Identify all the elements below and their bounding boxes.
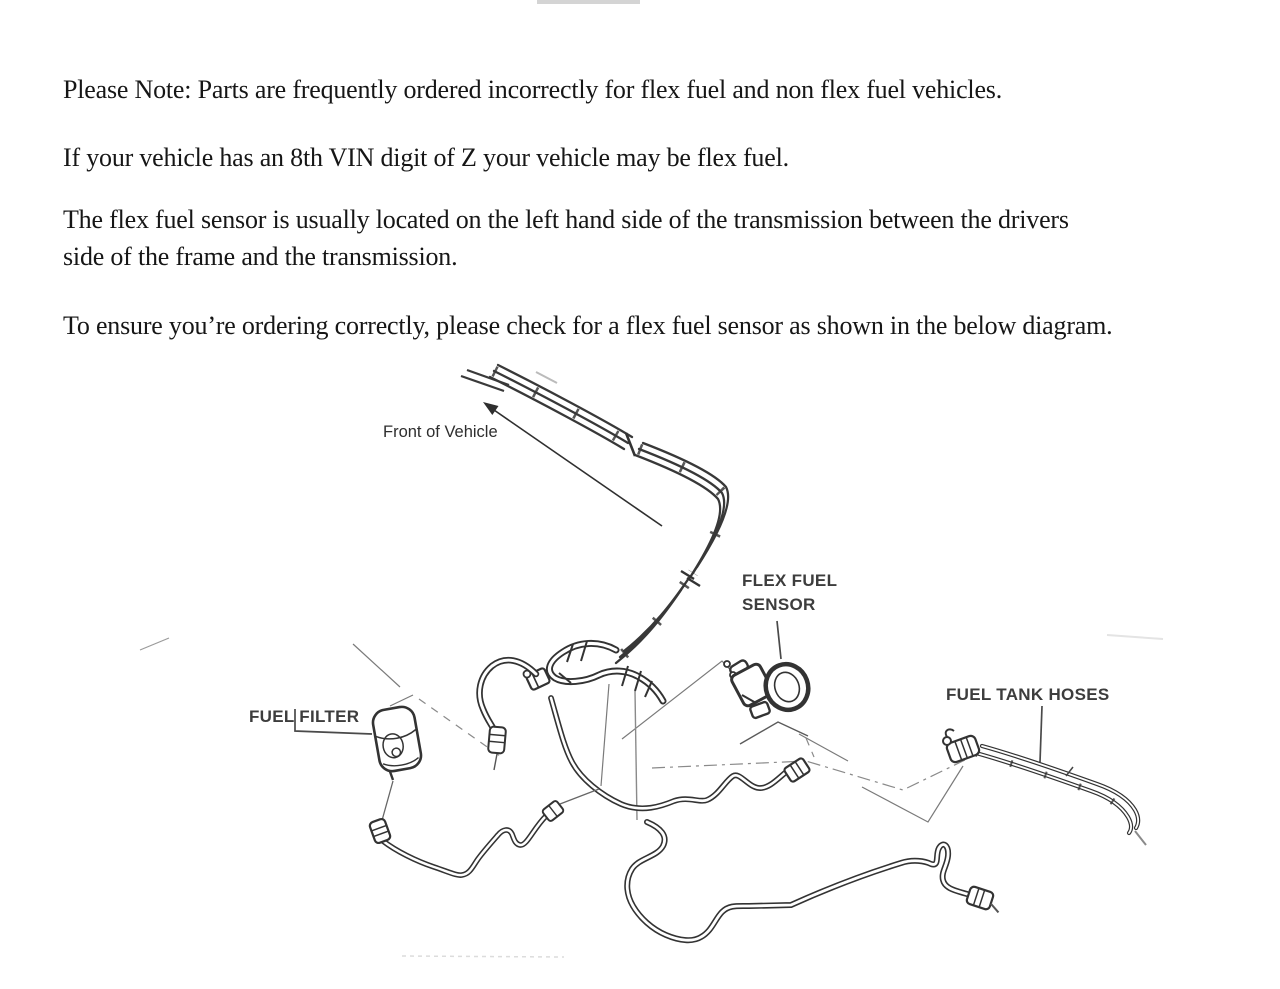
faint-artifacts: [140, 372, 1163, 957]
flex-fuel-sensor-label-line2: SENSOR: [742, 595, 816, 614]
connector-cluster: [524, 641, 664, 701]
fuel-tank-hoses-leader-line: [1040, 706, 1042, 762]
fuel-line-bundle: [461, 365, 728, 663]
bottom-hose-nut: [966, 886, 1004, 914]
phantom-frame-lines: [353, 644, 965, 822]
lower-left-fuel-hose: [369, 766, 599, 875]
bundle-clip-ticks: [494, 371, 724, 657]
mid-hose-connector: [783, 757, 810, 782]
fuel-filter-label: FUEL FILTER: [249, 707, 360, 726]
notice-line: side of the frame and the transmission.: [63, 242, 458, 271]
bottom-fuel-hose: [627, 822, 1003, 940]
fuel-tank-hoses-part: [943, 706, 1146, 845]
elbow-fitting: [369, 818, 392, 844]
notice-line: If your vehicle has an 8th VIN digit of Z your vehicle may be flex fuel.: [63, 143, 789, 172]
front-of-vehicle-label: Front of Vehicle: [383, 423, 498, 441]
notice-line: Please Note: Parts are frequently ordered incorrectly for flex fuel and non flex fuel vehicles.: [63, 75, 1003, 104]
flex-fuel-sensor-part: [724, 621, 815, 719]
arrowhead-icon: [483, 402, 499, 415]
flex-fuel-sensor-label-line1: FLEX FUEL: [742, 571, 838, 590]
notice-line: To ensure you’re ordering correctly, please check for a flex fuel sensor as shown in the below diagram.: [63, 311, 1113, 340]
s-hose-fitting: [488, 726, 506, 753]
flex-fuel-sensor-leader-line: [777, 621, 781, 659]
notice-line: The flex fuel sensor is usually located on the left hand side of the transmission between the drivers: [63, 205, 1069, 234]
fuel-tank-hoses-label: FUEL TANK HOSES: [946, 685, 1110, 704]
